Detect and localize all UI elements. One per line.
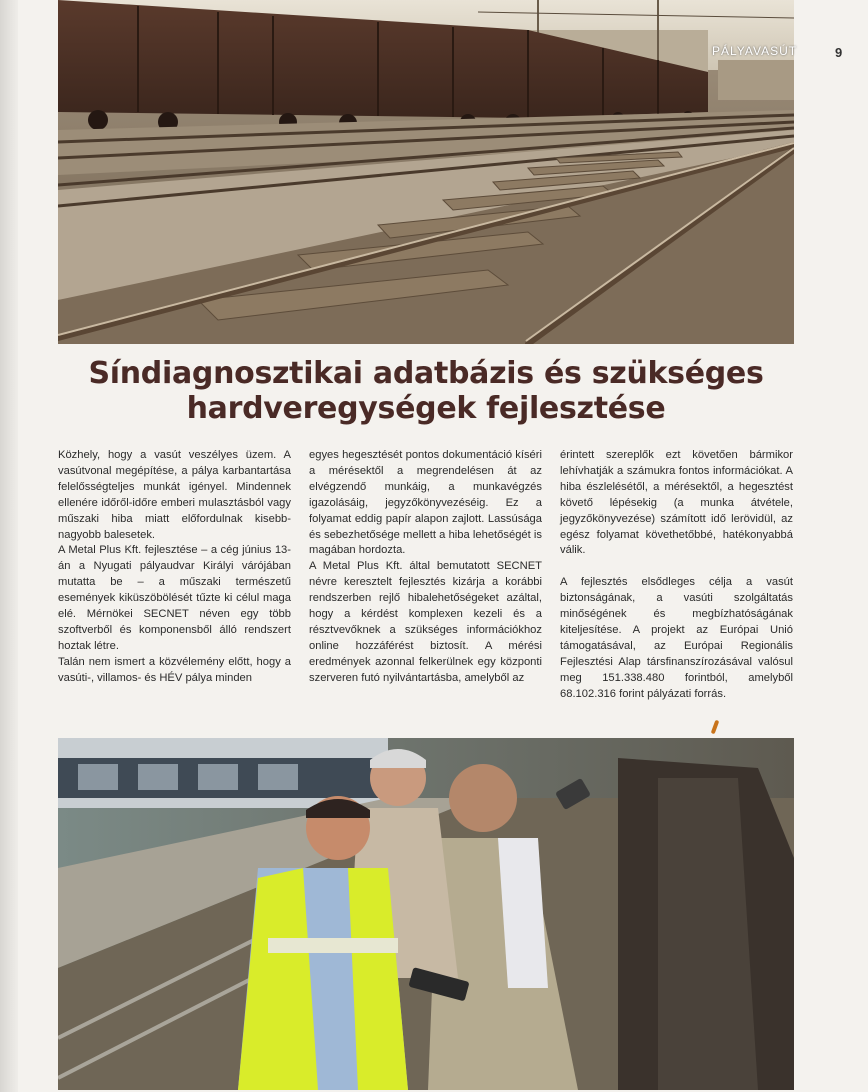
article-column-2 xyxy=(309,448,542,687)
ink-mark xyxy=(711,720,720,735)
paragraph: Közhely, hogy a vasút veszélyes üzem. A vasútvonal megépítése, a pálya karbantartása felelősségteljes munkát igényel. Mindennek ellenére időről-időre emberi mulasztásból vagy műszaki hiba miatt előfordulnak kisebb-nagyobb balesetek. xyxy=(58,449,291,541)
paragraph: A Metal Plus Kft. által bemutatott SECNET névre keresztelt fejlesztés kizárja a korábbi rendszerben rejlő hibalehetőségeket azáltal, hogy a kérdést komplexen kezeli és a résztvevőknek a szükséges információkhoz online hozzáférést biztosít. A mérési eredmények azonnal felkerülnek egy központi szerveren futó nyilvántartásba, amelyből az xyxy=(309,560,542,684)
inspection-team-photo xyxy=(58,738,794,1090)
article-title-line-1: Síndiagnosztikai adatbázis és szükséges xyxy=(88,356,764,391)
paragraph: Talán nem ismert a közvélemény előtt, hogy a vasúti-, villamos- és HÉV pálya minden xyxy=(58,655,291,684)
page-edge xyxy=(0,0,18,1092)
article-title-line-2: hardveregységek fejlesztése xyxy=(186,391,666,426)
article-title xyxy=(58,356,794,426)
page-number: 9 xyxy=(835,45,843,60)
article-column-3 xyxy=(560,448,793,702)
railway-tracks-photo xyxy=(58,0,794,344)
section-label: PÁLYAVASÚT xyxy=(712,44,798,58)
paragraph: A fejlesztés elsődleges célja a vasút biztonságának, a vasúti szolgáltatás minőségének és megbízhatóságának kiteljesítése. A projekt az Európai Unió támogatásával, az Európai Regionális Fejlesztési Alap társfinanszírozásával valósul meg 151.338.480 forintból, amelyből 68.102.316 forint pályázati forrás. xyxy=(560,576,793,700)
paragraph: egyes hegesztését pontos dokumentáció kíséri a mérésektől a megrendelésen át az elvégzendő munkáig, a munkavégzés igazolásáig, jegyzőkönyvezéséig. Ez a folyamat eddig papír alapon zajlott. Lassúsága és sebezhetősége mellett a hiba lehetőségét is magában hordozta. xyxy=(309,449,542,557)
paragraph: A Metal Plus Kft. fejlesztése – a cég június 13-án a Nyugati pályaudvar Királyi várójában mutatta be – a műszaki természetű események kiküszöbölését tűzte ki célul maga elé. Mérnökei SECNET néven egy több szoftverből és komponensből álló rendszert hoztak létre. xyxy=(58,544,291,652)
article-column-1 xyxy=(58,448,291,687)
paragraph: érintett szereplők ezt követően bármikor lehívhatják a számukra fontos információkat. A hiba észlelésétől, a mérésektől, a hegesztést követő lépésekig (a munka átvétele, jegyzőkönyvezése) számított idő lerövidül, az egész folyamat követhetőbbé, hatékonyabbá válik. xyxy=(560,449,793,557)
